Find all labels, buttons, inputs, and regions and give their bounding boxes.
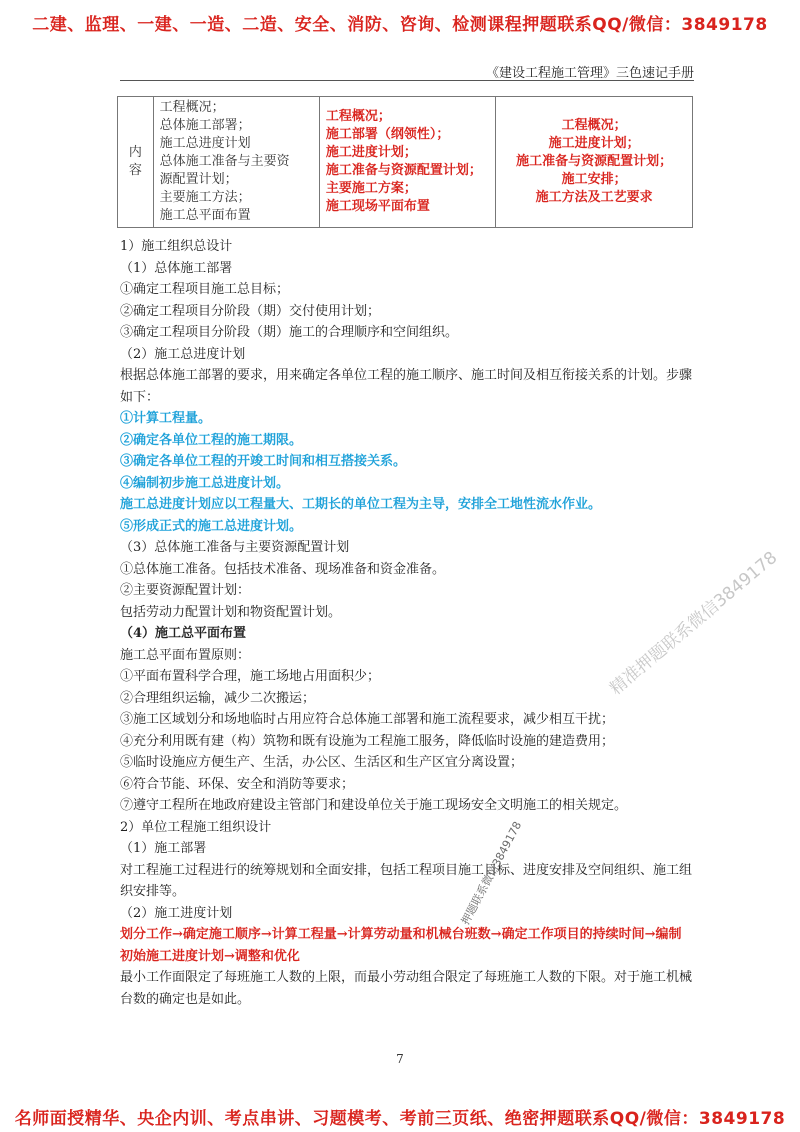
list-item: ②主要资源配置计划： <box>120 583 251 598</box>
process-flow-highlight: 划分工作→确定施工顺序→计算工程量→计算劳动量和机械台班数→确定工作项目的持续时间→编制初始施工进度计划→调整和优化 <box>120 927 682 964</box>
list-item: ③施工区域划分和场地临时占用应符合总体施工部署和施工流程要求，减少相互干扰； <box>120 712 615 727</box>
cell-line: 总体施工准备与主要资 <box>159 154 290 169</box>
list-item-highlight: ③确定各单位工程的开竣工时间和相互搭接关系。 <box>120 454 407 469</box>
paragraph: 根据总体施工部署的要求，用来确定各单位工程的施工顺序、施工时间及相互衔接关系的计划。步骤如下： <box>120 368 693 405</box>
list-item-highlight: ⑤形成正式的施工总进度计划。 <box>120 518 303 534</box>
cell-line: 主要施工方案； <box>325 181 417 196</box>
row-label-char: 内 <box>128 145 142 160</box>
watermark-text: 押题联系微信3849178 <box>458 819 525 928</box>
cell-line: 施工准备与资源配置计划； <box>325 163 482 178</box>
subsection-heading: （4）施工总平面布置 <box>120 626 247 641</box>
cell-line: 主要施工方法； <box>159 190 251 205</box>
cell-line: 施工现场平面布置 <box>325 199 430 214</box>
list-item: ⑤临时设施应方便生产、生活，办公区、生活区和生产区宜分离设置； <box>120 755 524 770</box>
document-body <box>120 236 694 1010</box>
subsection-heading: （1）施工部署 <box>120 841 207 856</box>
top-promo-banner: 二建、监理、一建、一造、二造、安全、消防、咨询、检测课程押题联系QQ/微信：3849178 <box>32 15 768 35</box>
running-header-title: 《建设工程施工管理》三色速记手册 <box>485 66 694 81</box>
cell-line: 施工部署（纲领性）； <box>325 127 450 142</box>
paragraph: 包括劳动力配置计划和物资配置计划。 <box>120 604 342 620</box>
list-item: ⑦遵守工程所在地政府建设主管部门和建设单位关于施工现场安全文明施工的相关规定。 <box>120 798 628 813</box>
cell-line: 工程概况； <box>159 100 225 115</box>
list-item: ①总体施工准备。包括技术准备、现场准备和资金准备。 <box>120 561 446 577</box>
cell-line: 总体施工部署； <box>159 118 251 133</box>
list-item: ③确定工程项目分阶段（期）施工的合理顺序和空间组织。 <box>120 325 459 340</box>
bottom-promo-banner: 名师面授精华、央企内训、考点串讲、习题模考、考前三页纸、绝密押题联系QQ/微信：3849178 <box>14 1109 786 1129</box>
cell-line: 施工准备与资源配置计划； <box>516 154 673 169</box>
cell-line: 施工总平面布置 <box>159 208 251 223</box>
list-item: ①确定工程项目施工总目标； <box>120 282 290 297</box>
page-number: 7 <box>396 1052 404 1066</box>
list-item: ④充分利用既有建（构）筑物和既有设施为工程施工服务，降低临时设施的建造费用； <box>120 733 615 749</box>
content-comparison-table <box>117 96 693 228</box>
section-heading: 2）单位工程施工组织设计 <box>120 819 272 835</box>
scheme-content-cell <box>496 97 693 228</box>
subsection-heading: （2）施工进度计划 <box>120 905 233 921</box>
paragraph: 对工程施工过程进行的统筹规划和全面安排，包括工程项目施工目标、进度安排及空间组织、施工组织安排等。 <box>120 862 693 899</box>
list-item: ⑥符合节能、环保、安全和消防等要求； <box>120 776 355 792</box>
cell-line: 工程概况； <box>325 109 391 124</box>
header-rule <box>120 80 694 81</box>
paragraph: 施工总平面布置原则： <box>120 647 251 663</box>
paragraph-highlight: 施工总进度计划应以工程量大、工期长的单位工程为主导，安排全工地性流水作业。 <box>120 497 602 512</box>
cell-line: 施工方法及工艺要求 <box>535 190 653 205</box>
cell-line: 施工进度计划； <box>325 145 417 160</box>
subsection-heading: （2）施工总进度计划 <box>120 346 246 362</box>
cell-line: 源配置计划； <box>159 172 238 187</box>
cell-line: 施工总进度计划 <box>159 136 251 151</box>
list-item: ②合理组织运输，减少二次搬运； <box>120 690 316 706</box>
cell-line: 工程概况； <box>561 118 627 133</box>
cell-line: 施工进度计划； <box>548 136 640 151</box>
cell-line: 施工安排； <box>561 172 627 187</box>
watermark-text: 精准押题联系微信3849178 <box>606 547 782 700</box>
subsection-heading: （1）总体施工部署 <box>120 260 233 276</box>
list-item-highlight: ②确定各单位工程的施工期限。 <box>120 432 303 448</box>
table-row <box>118 97 693 228</box>
row-label-cell <box>118 97 154 228</box>
row-label-char: 容 <box>128 163 142 178</box>
total-design-content-cell <box>153 97 319 228</box>
list-item: ①平面布置科学合理，施工场地占用面积少； <box>120 669 381 684</box>
list-item-highlight: ①计算工程量。 <box>120 411 212 426</box>
list-item-highlight: ④编制初步施工总进度计划。 <box>120 475 290 491</box>
unit-design-content-cell <box>319 97 495 228</box>
section-heading: 1）施工组织总设计 <box>120 239 233 254</box>
subsection-heading: （3）总体施工准备与主要资源配置计划 <box>120 540 350 555</box>
list-item: ②确定工程项目分阶段（期）交付使用计划； <box>120 303 381 319</box>
paragraph: 最小工作面限定了每班施工人数的上限，而最小劳动组合限定了每班施工人数的下限。对于施工机械台数的确定也是如此。 <box>120 970 693 1007</box>
